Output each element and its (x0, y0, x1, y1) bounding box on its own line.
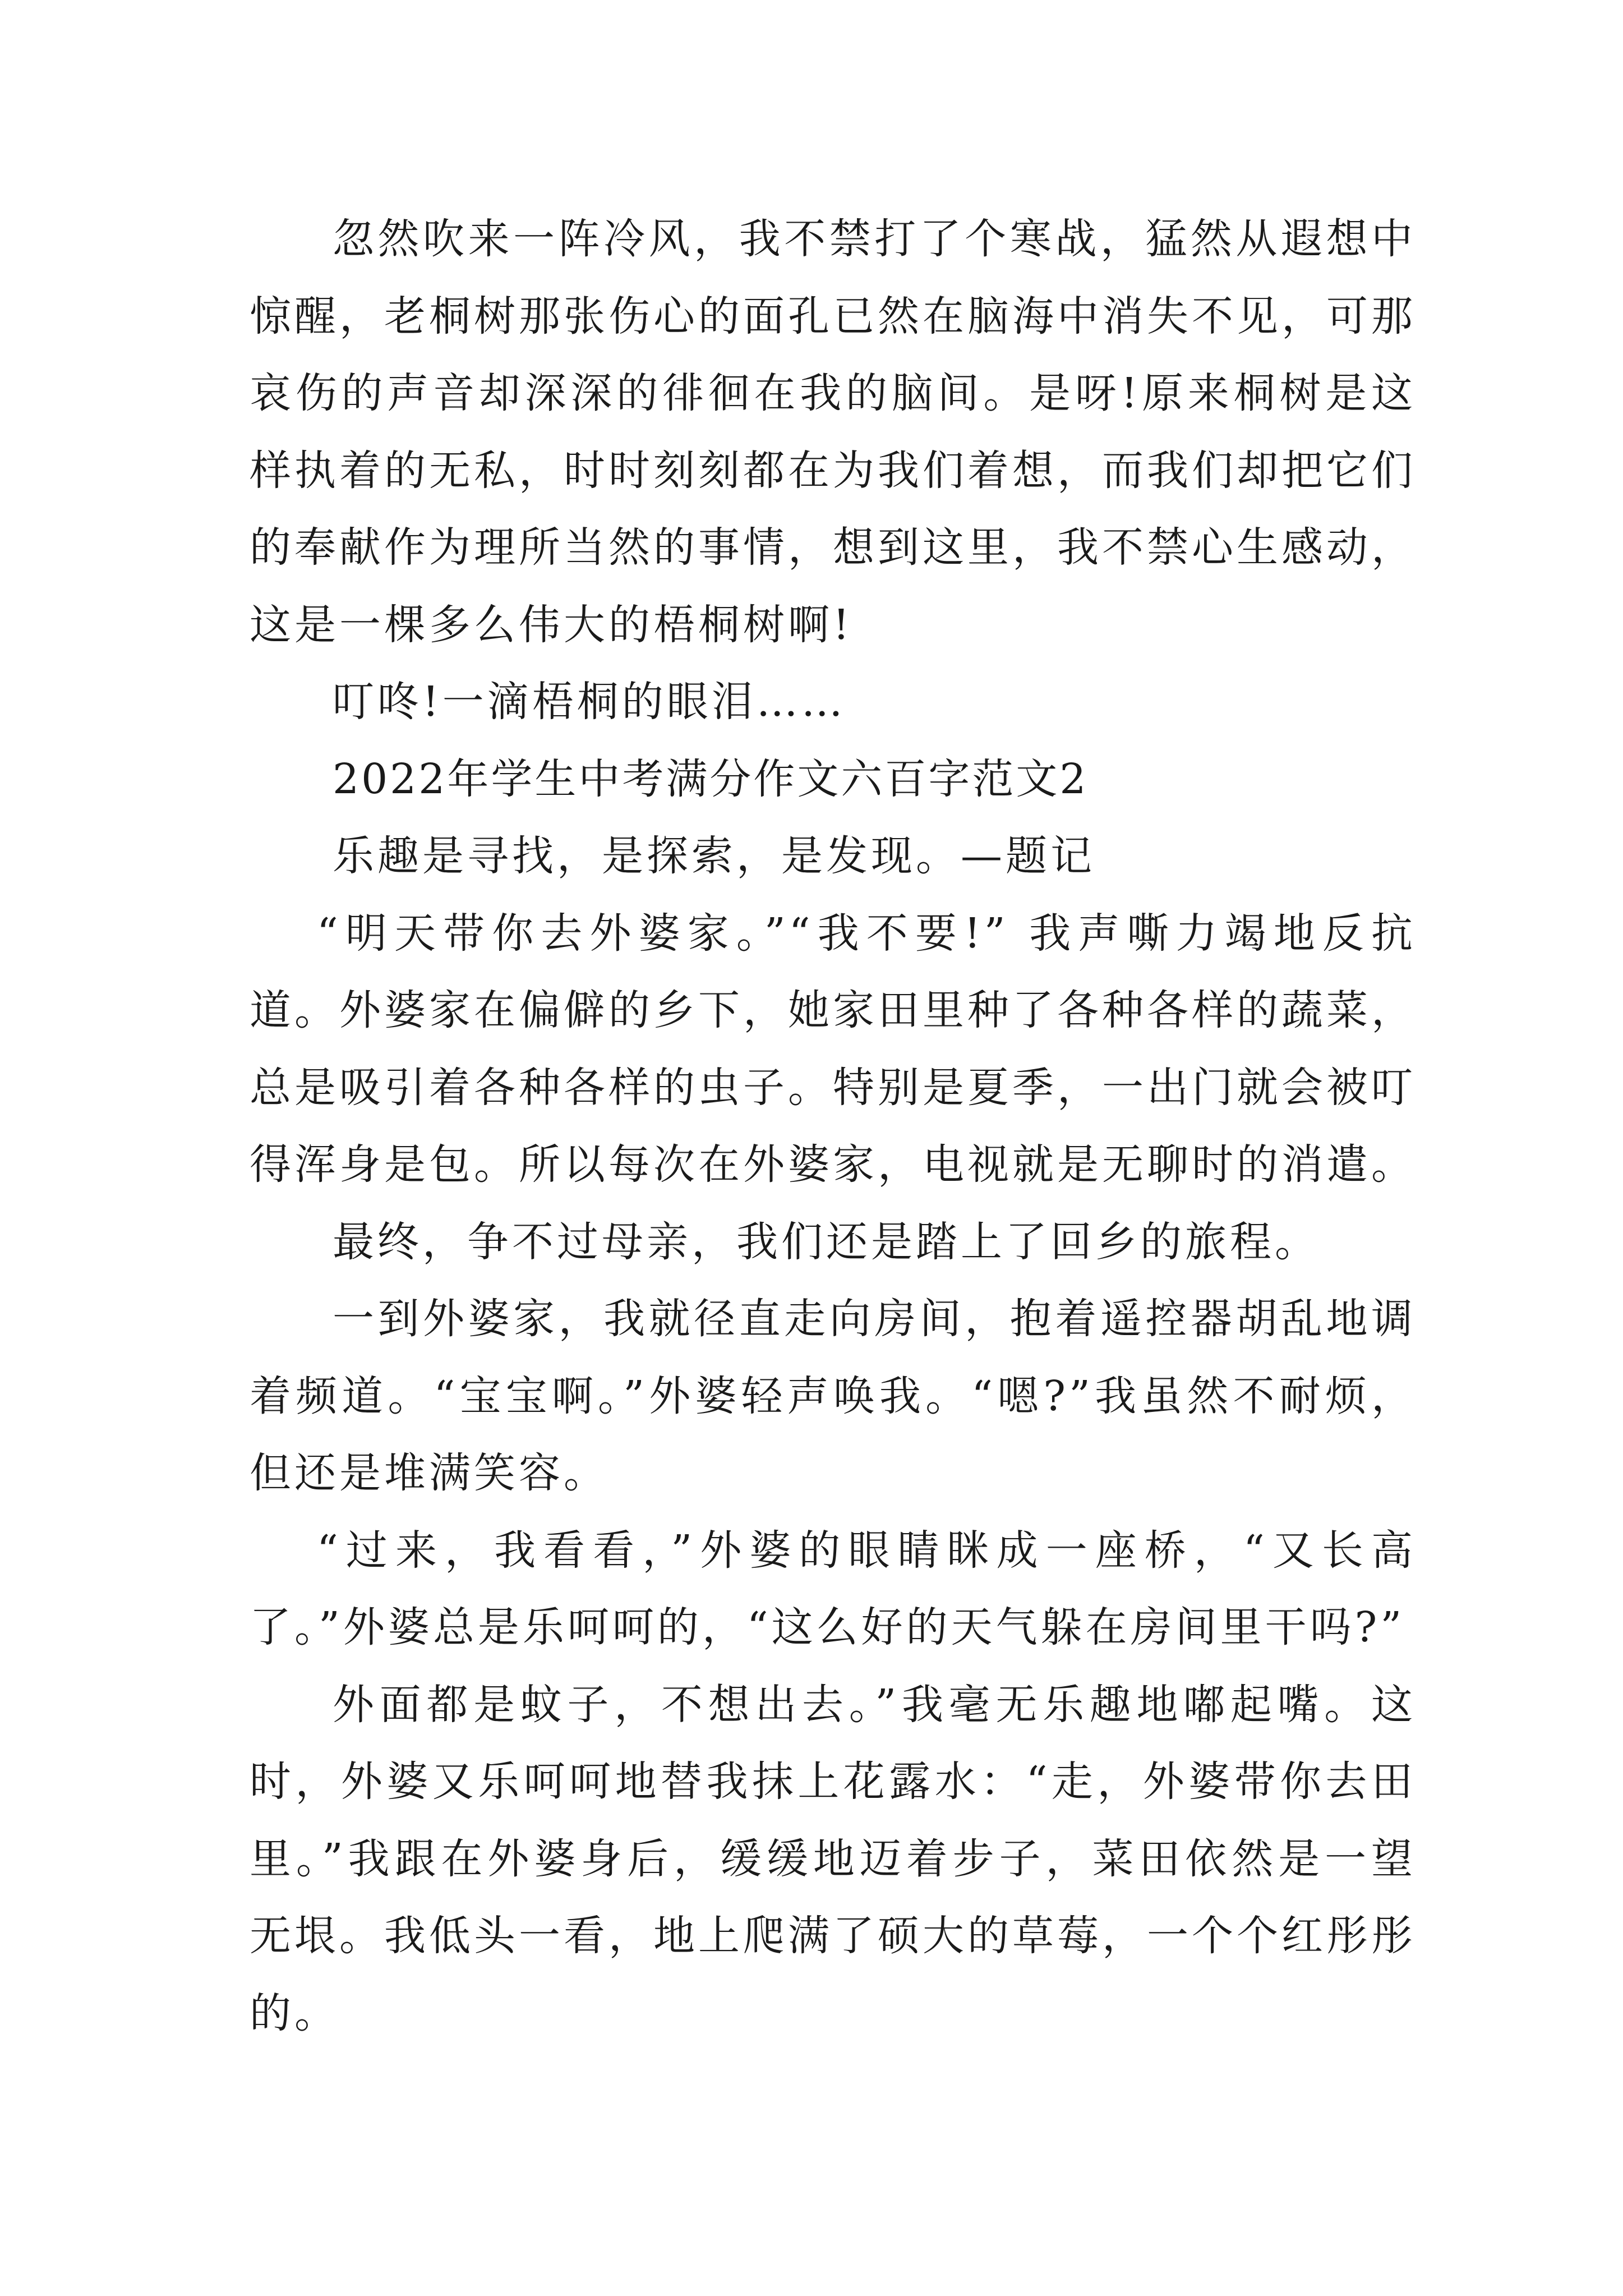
paragraph-come-here: “过来，我看看，”外婆的眼睛眯成一座桥，“又长高了。”外婆总是乐呵呵的，“这么好的天气躲在房间里干吗?” (250, 1526, 1416, 1651)
paragraph-journey: 最终，争不过母亲，我们还是踏上了回乡的旅程。 (333, 1217, 1320, 1266)
article-body (250, 201, 1416, 2052)
paragraph-arrival: 一到外婆家，我就径直走向房间，抱着遥控器胡乱地调着频道。“宝宝啊。”外婆轻声唤我。“嗯?”我虽然不耐烦，但还是堆满笑容。 (250, 1295, 1416, 1497)
essay-title: 2022年学生中考满分作文六百字范文2 (333, 754, 1089, 803)
paragraph-grandma-house: “明天带你去外婆家。”“我不要!” 我声嘶力竭地反抗道。外婆家在偏僻的乡下，她家田里种了各种各样的蔬菜，总是吸引着各种各样的虫子。特别是夏季，一出门就会被叮得浑身是包。所以每次在外婆家，电视就是无聊时的消遣。 (250, 909, 1416, 1189)
paragraph-tear: 叮咚!一滴梧桐的眼泪…… (333, 678, 846, 726)
paragraph-autumn-wind: 忽然吹来一阵冷风，我不禁打了个寒战，猛然从遐想中惊醒，老桐树那张伤心的面孔已然在脑海中消失不见，可那哀伤的声音却深深的徘徊在我的脑间。是呀!原来桐树是这样执着的无私，时时刻刻都在为我们着想，而我们却把它们的奉献作为理所当然的事情，想到这里，我不禁心生感动，这是一棵多么伟大的梧桐树啊! (250, 215, 1416, 649)
epigraph: 乐趣是寻找，是探索，是发现。—题记 (333, 832, 1095, 880)
paragraph-mosquitoes: 外面都是蚊子，不想出去。”我毫无乐趣地嘟起嘴。这时，外婆又乐呵呵地替我抹上花露水：“走，外婆带你去田里。”我跟在外婆身后，缓缓地迈着步子，菜田依然是一望无垠。我低头一看，地上爬满了硕大的草莓，一个个红彤彤的。 (250, 1680, 1416, 2037)
